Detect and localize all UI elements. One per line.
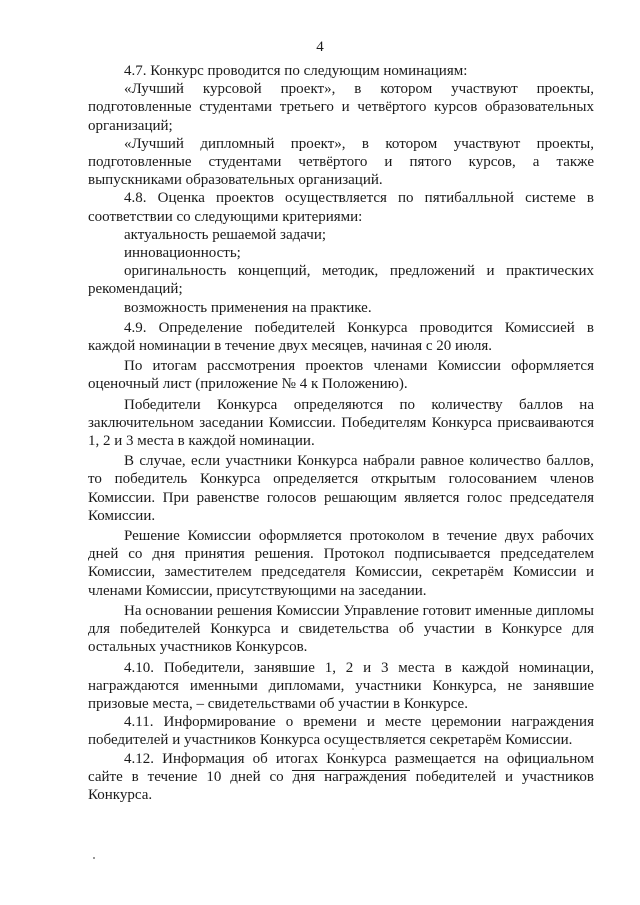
criterion-innovation: инновационность;	[124, 245, 241, 262]
nomination-diploma: «Лучший дипломный проект», в котором участвуют проекты, подготовленные студентами четвёртого и пятого курсов, а также выпускниками образовательных организаций.	[88, 135, 594, 189]
paragraph-winners: Победители Конкурса определяются по количеству баллов на заключительном заседании Комиссии. Победителям Конкурса присваиваются 1, 2 и 3 места в каждой номинации.	[88, 396, 594, 450]
paragraph-4-10: 4.10. Победители, занявшие 1, 2 и 3 места в каждой номинации, награждаются именными дипломами, участники Конкурса, не занявшие призовые места, – свидетельствами об участии в Конкурсе.	[88, 659, 594, 712]
nomination-coursework: «Лучший курсовой проект», в котором участвуют проекты, подготовленные студентами третьего и четвёртого курсов образовательных организаций;	[88, 81, 594, 134]
page-number: 4	[316, 39, 324, 55]
criterion-applicability: возможность применения на практике.	[124, 299, 372, 316]
criterion-originality: оригинальность концепций, методик, предложений и практических рекомендаций;	[88, 263, 594, 298]
paragraph-diplomas: На основании решения Комиссии Управление готовит именные дипломы для победителей Конкурса и свидетельства об участии в Конкурсе для остальных участников Конкурсов.	[88, 602, 594, 656]
page-body	[88, 62, 594, 804]
paragraph-tie-vote: В случае, если участники Конкурса набрали равное количество баллов, то победитель Конкурса определяется открытым голосованием членов Комиссии. При равенстве голосов решающим является голос председателя Комиссии.	[88, 453, 594, 524]
paragraph-4-9: 4.9. Определение победителей Конкурса проводится Комиссией в каждой номинации в течение двух месяцев, начиная с 20 июля.	[88, 319, 594, 355]
paragraph-4-8: 4.8. Оценка проектов осуществляется по пятибалльной системе в соответствии со следующими критериями:	[88, 190, 594, 225]
paragraph-4-11: 4.11. Информирование о времени и месте церемонии награждения победителей и участников Конкурса осуществляется секретарём Комиссии.	[88, 714, 594, 749]
scan-speck	[93, 857, 95, 859]
closing-rule-line	[292, 770, 410, 771]
paragraph-protocol: Решение Комиссии оформляется протоколом в течение двух рабочих дней со дня принятия решения. Протокол подписывается председателем Комиссии, заместителем председателя Комиссии, секретарём Комиссии и членами Комиссии, присутствующими на заседании.	[88, 528, 594, 599]
paragraph-4-7: 4.7. Конкурс проводится по следующим номинациям:	[124, 63, 468, 79]
criterion-relevance: актуальность решаемой задачи;	[124, 226, 327, 243]
scan-speck	[352, 748, 354, 750]
paragraph-4-12: 4.12. Информация об итогах Конкурса размещается на официальном сайте в течение 10 дней со дня награждения победителей и участников Конкурса.	[88, 750, 594, 803]
paragraph-evaluation-sheet: По итогам рассмотрения проектов членами Комиссии оформляется оценочный лист (приложение № 4 к Положению).	[88, 358, 594, 393]
